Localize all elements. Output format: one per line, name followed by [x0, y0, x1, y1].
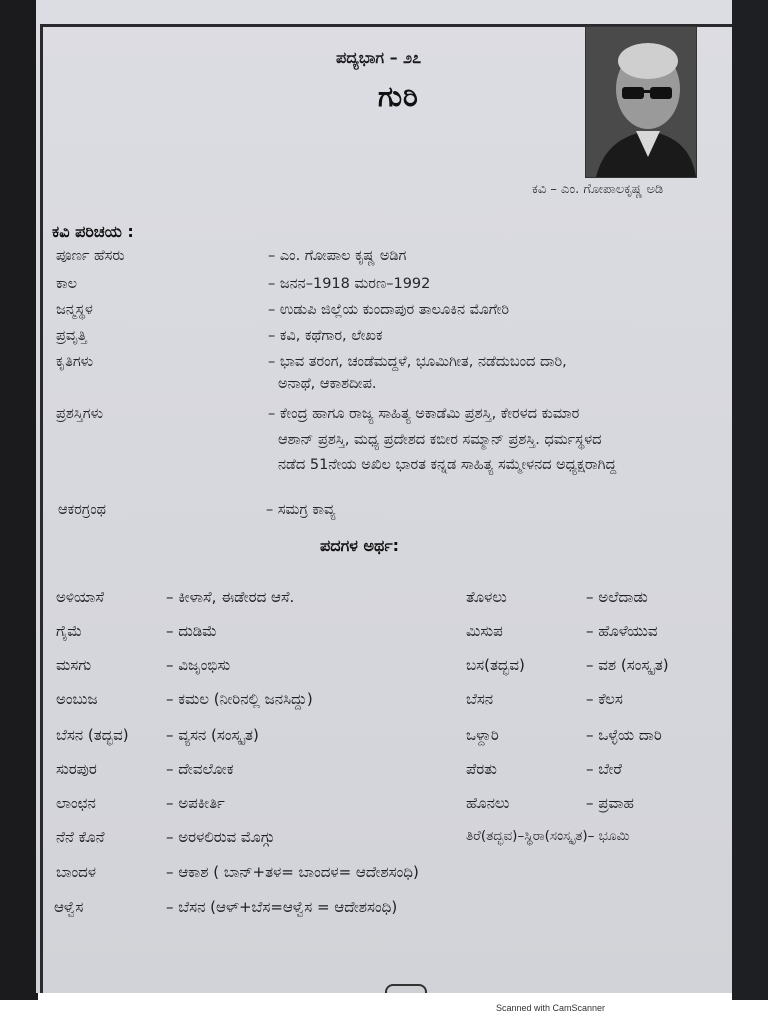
gloss-word: ನೆನೆ ಕೊನೆ: [56, 828, 105, 846]
gloss-word: ಮಿಸುಪ: [466, 622, 503, 640]
works-continued: ಅನಾಥೆ, ಆಕಾಶದೀಪ.: [278, 376, 377, 392]
intro-value: – ಕೇಂದ್ರ ಹಾಗೂ ರಾಜ್ಯ ಸಾಹಿತ್ಯ ಅಕಾಡೆಮಿ ಪ್ರಶಸ್ತಿ, ಕೇರಳದ ಕುಮಾರ: [268, 406, 580, 422]
gloss-meaning: – ದೇವಲೋಕ: [166, 760, 234, 778]
gloss-word: ಬೆಸನ (ತದ್ಭವ): [56, 726, 129, 744]
intro-label: ಕಾಲ: [56, 276, 78, 292]
gloss-meaning: – ಆಕಾಶ ( ಬಾನ್+ತಳ= ಬಾಂದಳ= ಆದೇಶಸಂಧಿ): [166, 863, 419, 881]
intro-value: – ಭಾವ ತರಂಗ, ಚಂಡೆಮದ್ದಳೆ, ಭೂಮಿಗೀತ, ನಡೆದುಬಂದ ದಾರಿ,: [268, 354, 567, 370]
gloss-meaning: – ಅಲೆದಾಡು: [586, 588, 648, 606]
poet-caption: ಕವಿ – ಎಂ. ಗೋಪಾಲಕೃಷ್ಣ ಅಡಿ: [532, 182, 664, 197]
poet-intro-heading: ಕವಿ ಪರಿಚಯ :: [52, 222, 134, 241]
intro-label: ಪೂರ್ಣ ಹೆಸರು: [56, 248, 125, 264]
intro-value: – ಉಡುಪಿ ಜಿಲ್ಲೆಯ ಕುಂದಾಪುರ ತಾಲೂಕಿನ ಮೊಗೇರಿ: [268, 302, 510, 318]
intro-value: – ಸಮಗ್ರ ಕಾವ್ಯ: [266, 502, 336, 518]
intro-label: ಪ್ರವೃತ್ತಿ: [56, 328, 87, 344]
intro-value: – ಕವಿ, ಕಥೆಗಾರ, ಲೇಖಕ: [268, 328, 383, 344]
gloss-meaning: – ಒಳ್ಳೆಯ ದಾರಿ: [586, 726, 662, 744]
poem-title: ಗುರಿ: [378, 80, 419, 113]
gloss-meaning: – ಕಮಲ (ನೀರಿನಲ್ಲಿ ಜನಸಿದ್ದು): [166, 690, 313, 708]
gloss-word: ಅಳಿಯಾಸೆ: [56, 588, 104, 606]
gloss-meaning: – ಅಪಕೀರ್ತಿ: [166, 794, 225, 812]
intro-value: – ಎಂ. ಗೋಪಾಲ ಕೃಷ್ಣ ಅಡಿಗ: [268, 248, 407, 264]
document-page: [36, 0, 732, 993]
gloss-word: ತೊಳಲು: [466, 588, 507, 606]
scanner-watermark: Scanned with CamScanner: [496, 1003, 606, 1013]
gloss-word: ಗೈಮೆ: [56, 622, 83, 640]
gloss-word: ಬಾಂದಳ: [56, 863, 97, 881]
gloss-word: ಬೆಸನ: [466, 690, 494, 708]
gloss-meaning: – ವಿಜೃಂಭಿಸು: [166, 656, 231, 674]
gloss-word: ಅಂಬುಜ: [56, 690, 98, 708]
intro-value: – ಜನನ–1918 ಮರಣ–1992: [268, 276, 431, 292]
gloss-meaning: – ಪ್ರವಾಹ: [586, 794, 634, 812]
page-number-tab: [385, 984, 427, 993]
gloss-meaning: – ಹೊಳೆಯುವ: [586, 622, 658, 640]
gloss-word: ಲಾಂಛನ: [56, 794, 96, 812]
intro-label: ಆಕರಗ್ರಂಥ: [58, 502, 107, 518]
scan-background-right: [732, 0, 768, 1000]
gloss-word: ಹೊನಲು: [466, 794, 510, 812]
gloss-meaning: – ವಶ (ಸಂಸ್ಕೃತ): [586, 656, 669, 674]
gloss-meaning: – ಬೆಸನ (ಆಳ್+ಬೆಸ=ಆಳ್ವೆಸ = ಆದೇಶಸಂಧಿ): [166, 898, 398, 916]
word-meanings-heading: ಪದಗಳ ಅರ್ಥ:: [320, 536, 400, 555]
poet-photo: [585, 26, 697, 178]
awards-line: ಆಶಾನ್ ಪ್ರಶಸ್ತಿ, ಮಧ್ಯ ಪ್ರದೇಶದ ಕಬೀರ ಸಮ್ಮಾನ್ ಪ್ರಶಸ್ತಿ. ಧರ್ಮಸ್ಥಳದ: [278, 432, 602, 448]
gloss-word: ಒಳ್ದಾರಿ: [466, 726, 499, 744]
intro-label: ಜನ್ಮಸ್ಥಳ: [56, 302, 93, 318]
awards-line: ನಡೆದ 51ನೇಯ ಅಖಿಲ ಭಾರತ ಕನ್ನಡ ಸಾಹಿತ್ಯ ಸಮ್ಮೇಳನದ ಅಧ್ಯಕ್ಷರಾಗಿದ್ದ: [278, 457, 617, 473]
gloss-meaning: – ಬೇರೆ: [586, 760, 622, 778]
gloss-meaning: – ಕೆಲಸ: [586, 690, 623, 708]
intro-label: ಪ್ರಶಸ್ತಿಗಳು: [56, 406, 104, 422]
gloss-word: ತಿರೆ(ತದ್ಭವ)–ಸ್ಥಿರಾ(ಸಂಸ್ಕೃತ)– ಭೂಮಿ: [466, 828, 630, 844]
gloss-meaning: – ಕೀಳಾಸೆ, ಈಡೇರದ ಆಸೆ.: [166, 588, 295, 606]
gloss-meaning: – ವ್ಯಸನ (ಸಂಸ್ಕೃತ): [166, 726, 259, 744]
gloss-word: ಆಳ್ವೆಸ: [54, 898, 84, 916]
gloss-meaning: – ಅರಳಲಿರುವ ಮೊಗ್ಗು: [166, 828, 275, 846]
intro-label: ಕೃತಿಗಳು: [56, 354, 94, 370]
lesson-number: ಪದ್ಯಭಾಗ – ೨೭: [336, 48, 422, 67]
gloss-word: ಪೆರತು: [466, 760, 497, 778]
gloss-word: ಸುರಪುರ: [56, 760, 97, 778]
gloss-word: ಮಸಗು: [56, 656, 92, 674]
scan-background-left: [0, 0, 38, 1000]
gloss-meaning: – ದುಡಿಮೆ: [166, 622, 218, 640]
gloss-word: ಬಸ(ತದ್ಭವ): [466, 656, 525, 674]
